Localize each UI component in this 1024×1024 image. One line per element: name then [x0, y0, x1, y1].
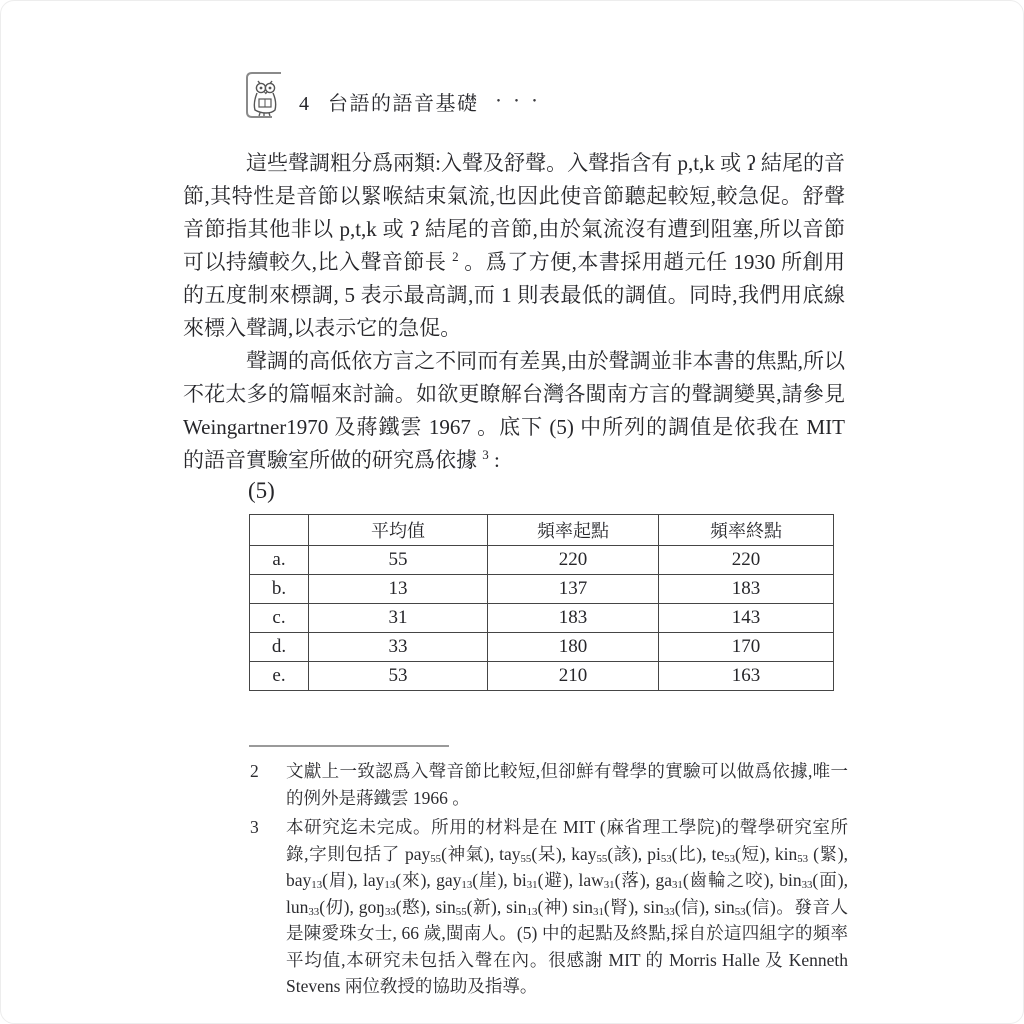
- footnote-text: 本研究迄未完成。所用的材料是在 MIT (麻省理工學院)的聲學研究室所錄,字則包括了 pay$_{55}$(神氣), tay$_{55}$(呆), kay$_{55}$(該), $pi_{53}$(比), $te_{53}$(短), kin$_{53}$ (緊), bay$_{13}$(眉), lay$_{13}$(來), gay$_{13}$(崖), $bi_{31}$(避), law$_{31}$(落), $ga_{31}$(齒輪之咬), bin$_{33}$(面), lun$_{33}$(仞), goŋ$_{33}$(憨), $\sin_{55}$(新), $\sin_{13}$(神) $\sin_{31}$(腎), $\sin_{33}$(信), $\sin_{53}$(信)。發音人是陳愛珠女士, 66 歲,閩南人。(5) 中的起點及終點,採自於這四組字的頻率平均值,本研究未包括入聲在內。很感謝 MIT 的 Morris Halle 及 Kenneth Stevens 兩位敎授的協助及指導。: [286, 817, 849, 996]
- paragraph-tone-variation: 聲調的高低依方言之不同而有差異,由於聲調並非本書的焦點,所以不花太多的篇幅來討論。如欲更瞭解台灣各閩南方言的聲調變異,請參見 Weingartner1970 及蔣鐵雲 1967 。底下 (5) 中所列的調值是依我在 MIT 的語音實驗室所做的研究爲依據 $^3$ :: [183, 349, 845, 472]
- table-cell: 183: [488, 604, 659, 633]
- table-row-label: b.: [250, 575, 309, 604]
- table-row-label: c.: [250, 604, 309, 633]
- table-cell: 220: [488, 546, 659, 575]
- footnote-text: 文獻上一致認爲入聲音節比較短,但卻鮮有聲學的實驗可以做爲依據,唯一的例外是蔣鐵雲 1966 。: [286, 761, 848, 808]
- table-header-cell: 頻率起點: [488, 515, 659, 546]
- table-row: [250, 662, 834, 691]
- table-row: [250, 575, 834, 604]
- table-row: [250, 633, 834, 662]
- table-cell: 137: [488, 575, 659, 604]
- tone-value-table: [249, 514, 834, 691]
- table-row-label: d.: [250, 633, 309, 662]
- example-label: (5): [248, 478, 275, 503]
- table-header-cell: 頻率終點: [659, 515, 834, 546]
- paragraph-tone-classes: 這些聲調粗分爲兩類:入聲及舒聲。入聲指含有 p,t,k 或 ʔ 結尾的音節,其特性是音節以緊喉結束氣流,也因此使音節聽起較短,較急促。舒聲音節指其他非以 p,t,k 或 ʔ 結尾的音節,由於氣流沒有遭到阻塞,所以音節可以持續較久,比入聲音節長 $^2$ 。爲了方便,本書採用趙元任 1930 所創用的五度制來標調, 5 表示最高調,而 1 則表最低的調值。同時,我們用底線來標入聲調,以表示它的急促。: [183, 151, 846, 340]
- table-cell: 55: [309, 546, 488, 575]
- table-row-label: a.: [250, 546, 309, 575]
- footnote-2: [249, 758, 848, 811]
- table-cell: 13: [309, 575, 488, 604]
- table-cell: 183: [659, 575, 834, 604]
- table-header-cell: 平均值: [309, 515, 488, 546]
- table-body: [250, 546, 834, 691]
- running-title: 台語的語音基礎: [328, 93, 479, 115]
- body-text: [183, 147, 845, 477]
- table-cell: 33: [309, 633, 488, 662]
- table-cell: 143: [659, 604, 834, 633]
- table-row: [250, 546, 834, 575]
- table-head: [250, 515, 834, 546]
- table-cell: 210: [488, 662, 659, 691]
- page-header: [245, 71, 546, 119]
- table-cell: 31: [309, 604, 488, 633]
- footnote-3: [249, 814, 848, 1000]
- page-number: 4: [299, 93, 309, 115]
- table-header-cell: [250, 515, 309, 546]
- table-cell: 170: [659, 633, 834, 662]
- table-cell: 180: [488, 633, 659, 662]
- footnote-number: 2: [250, 761, 259, 781]
- table-row: [250, 604, 834, 633]
- table-cell: 220: [659, 546, 834, 575]
- table-header-row: [250, 515, 834, 546]
- table-cell: 53: [309, 662, 488, 691]
- owl-mascot-icon: [245, 71, 285, 119]
- footnote-number: 3: [250, 817, 259, 837]
- table-cell: 163: [659, 662, 834, 691]
- footnotes: [249, 745, 848, 1000]
- header-dots: ・・・: [491, 95, 546, 110]
- footnote-separator: [249, 745, 449, 747]
- table-row-label: e.: [250, 662, 309, 691]
